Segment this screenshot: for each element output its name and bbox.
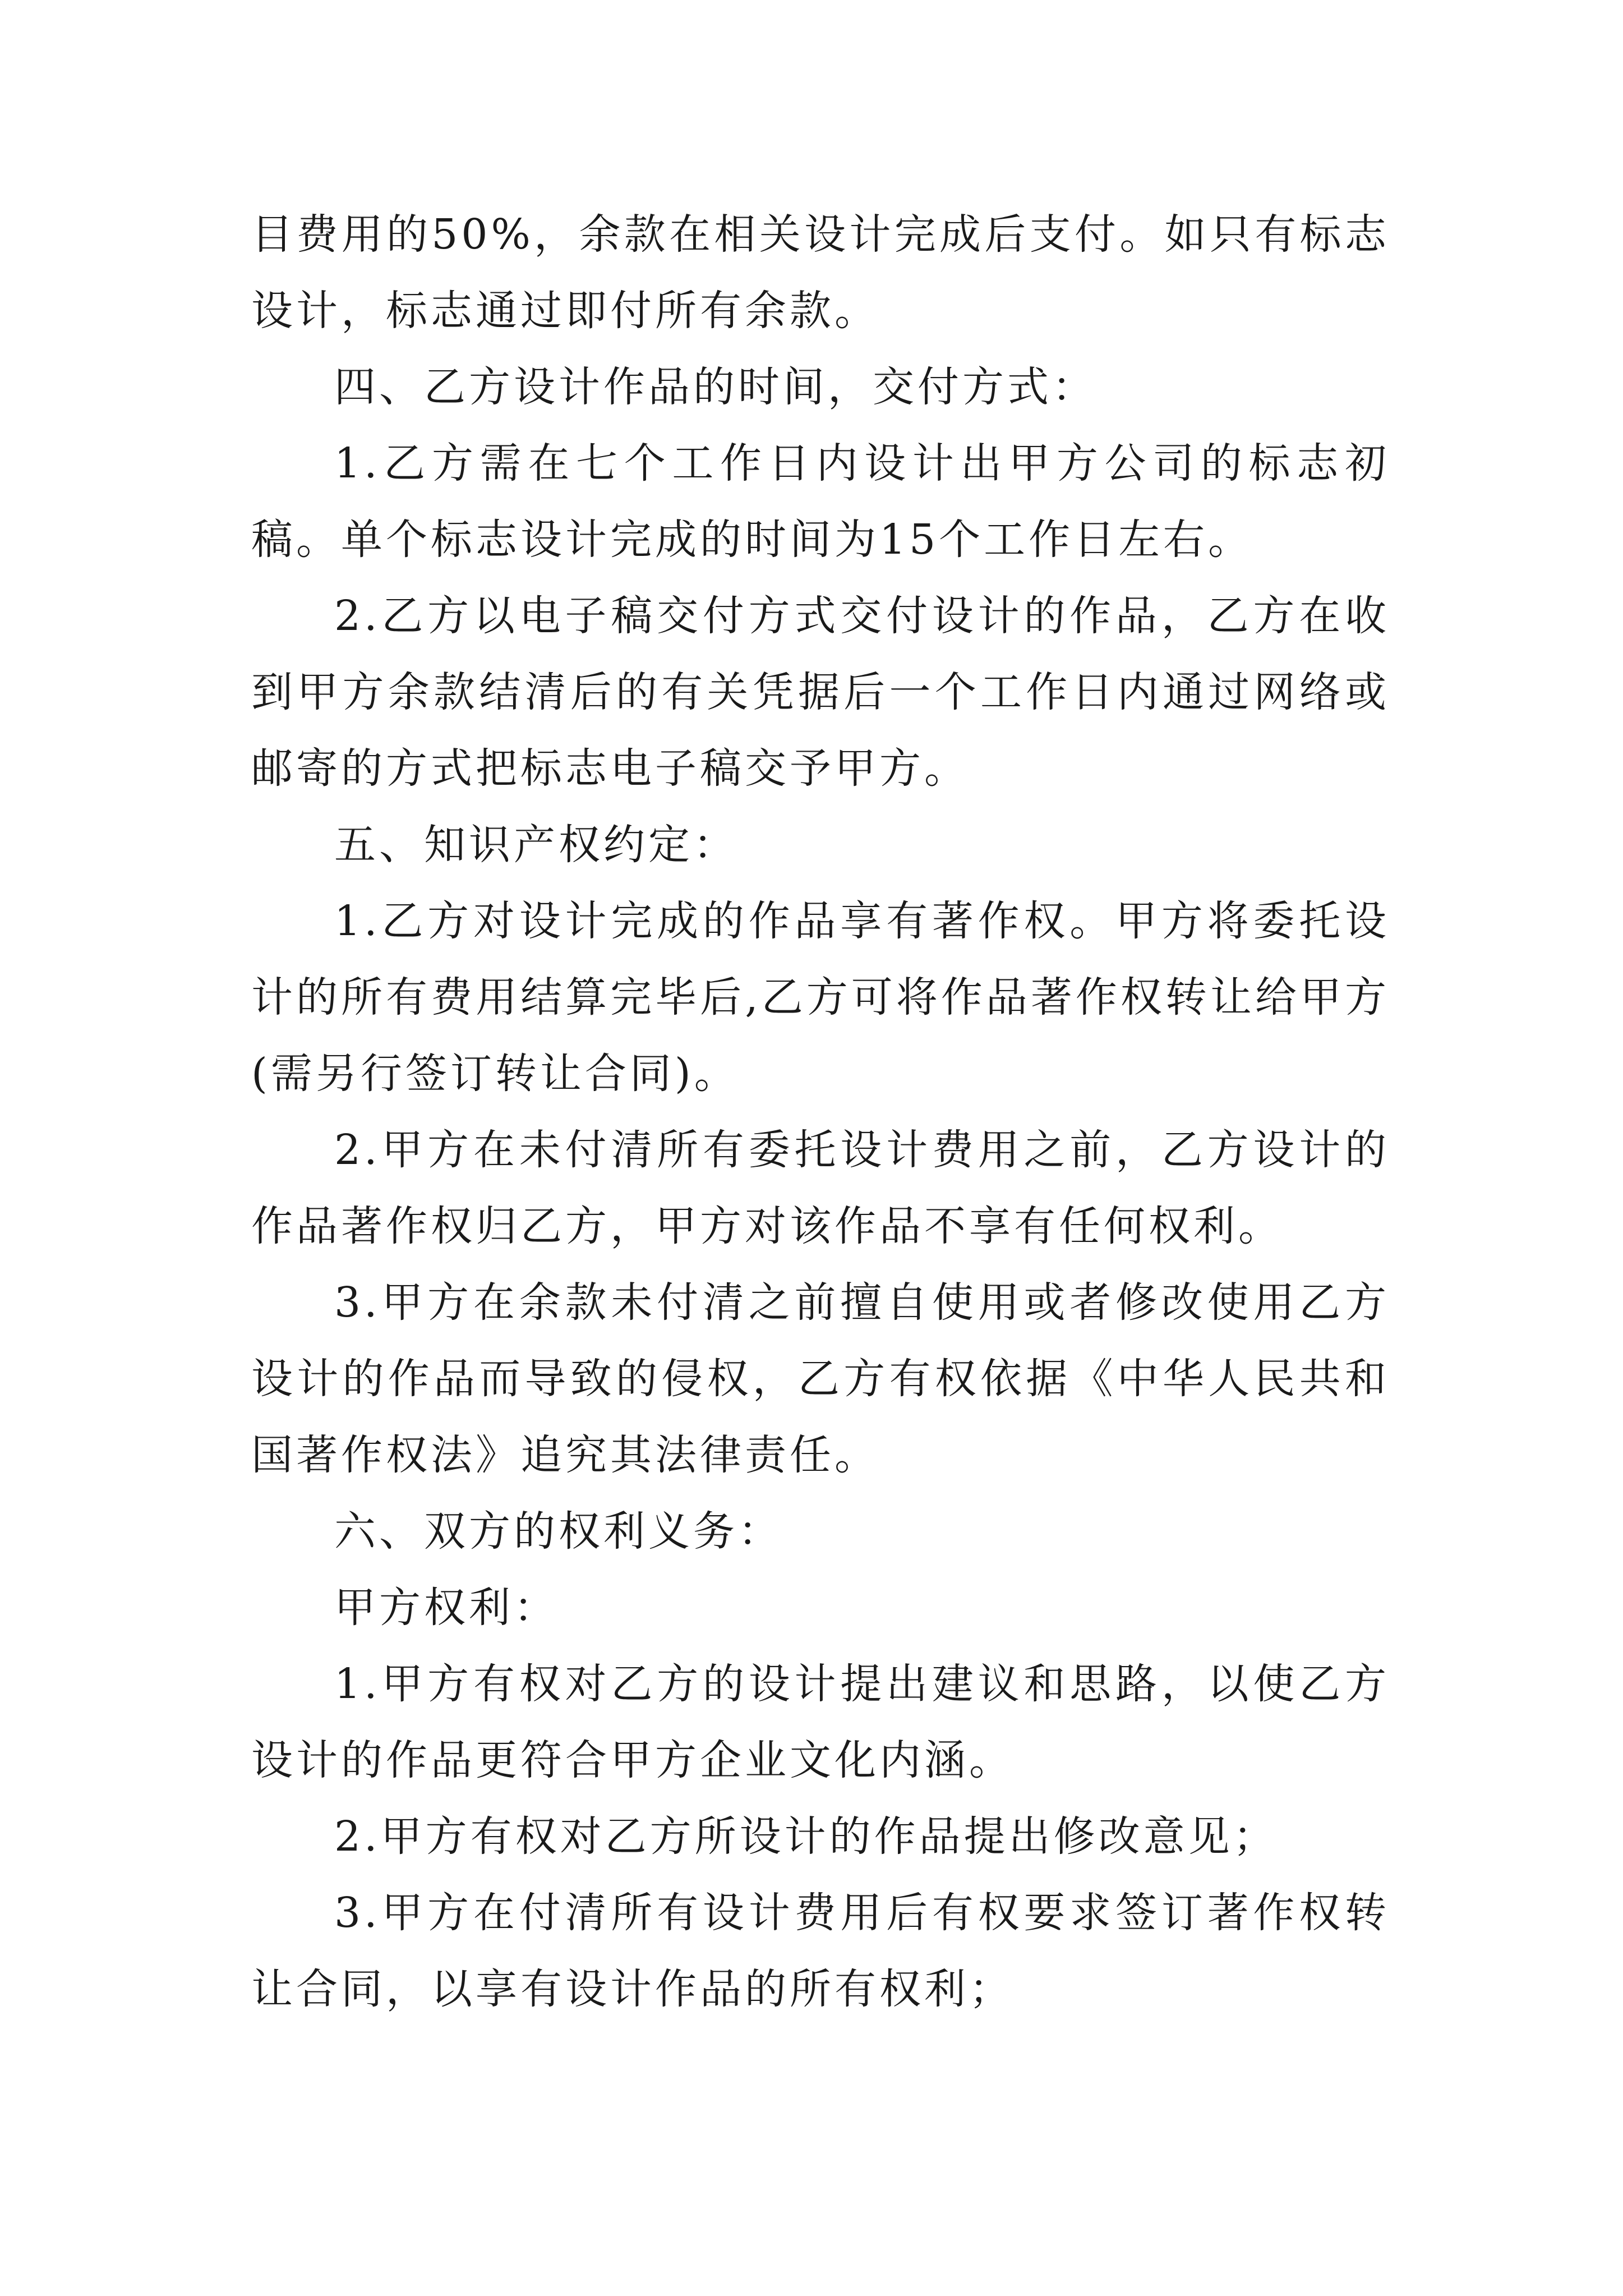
clause-delivery-2: 2.乙方以电子稿交付方式交付设计的作品，乙方在收到甲方余款结清后的有关凭据后一个工作日内通过网络或邮寄的方式把标志电子稿交予甲方。: [251, 592, 1390, 793]
section-heading-ip: 五、知识产权约定：: [334, 821, 738, 869]
clause-ip-3: 3.甲方在余款未付清之前擅自使用或者修改使用乙方设计的作品而导致的侵权，乙方有权依据《中华人民共和国著作权法》追究其法律责任。: [251, 1278, 1390, 1479]
section-heading-delivery: 四、乙方设计作品的时间，交付方式：: [334, 363, 1097, 411]
clause-rights-1: 1.甲方有权对乙方的设计提出建议和思路，以使乙方设计的作品更符合甲方企业文化内涵。: [251, 1660, 1390, 1784]
clause-rights-3: 3.甲方在付清所有设计费用后有权要求签订著作权转让合同，以享有设计作品的所有权利；: [251, 1889, 1390, 2013]
clause-delivery-1: 1.乙方需在七个工作日内设计出甲方公司的标志初稿。单个标志设计完成的时间为15个工作日左右。: [251, 439, 1390, 564]
paragraph-payment-continuation: 目费用的50%，余款在相关设计完成后支付。如只有标志设计，标志通过即付所有余款。: [251, 210, 1390, 335]
clause-ip-2: 2.甲方在未付清所有委托设计费用之前，乙方设计的作品著作权归乙方，甲方对该作品不享有任何权利。: [251, 1126, 1390, 1250]
section-heading-rights: 六、双方的权利义务：: [334, 1507, 783, 1556]
clause-rights-2: 2.甲方有权对乙方所设计的作品提出修改意见；: [334, 1812, 1278, 1861]
document-body: [251, 196, 1390, 2027]
subheading-party-a-rights: 甲方权利：: [334, 1584, 559, 1632]
clause-ip-1: 1.乙方对设计完成的作品享有著作权。甲方将委托设计的所有费用结算完毕后,乙方可将作品著作权转让给甲方(需另行签订转让合同)。: [251, 897, 1390, 1098]
